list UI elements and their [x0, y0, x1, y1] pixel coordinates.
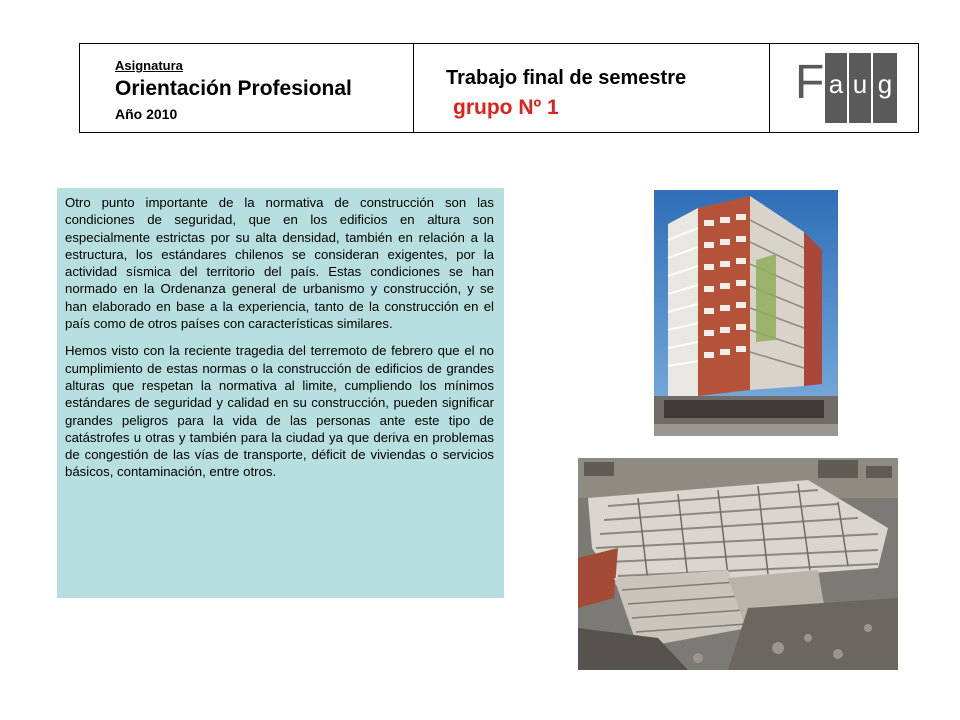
header-box [79, 43, 919, 133]
logo-letter-f: F [795, 56, 825, 109]
header-divider [769, 44, 770, 132]
text-box [57, 188, 504, 598]
logo-letter-g: g [877, 69, 893, 99]
work-title: Trabajo final de semestre [446, 67, 687, 89]
paragraph-2: Hemos visto con la reciente tragedia del terremoto de febrero que el no cumplimiento de estas normas o la construcción de edificios de grandes alturas que respetan la normativa al limite, cumpliendo los mínimos estándares de seguridad y calidad en su construcción, pueden significar grandes peligros para la vida de las personas ante este tipo de catástrofes u otras y también para la ciudad ya que deriva en problemas de congestión de las vías de transporte, déficit de viviendas o servicios básicos, contaminación, entre otros. [65, 343, 494, 480]
logo-letter-a: a [828, 69, 844, 99]
course-name: Orientación Profesional [115, 77, 352, 100]
header-divider [413, 44, 414, 132]
photo-building-standing [654, 190, 838, 436]
course-label: Asignatura [115, 58, 183, 73]
logo-letter-u: u [852, 69, 868, 99]
course-year: Año 2010 [115, 106, 178, 122]
paragraph-1: Otro punto importante de la normativa de construcción son las condiciones de seguridad, que en los edificios en altura son especialmente estrictas por su alta densidad, también en relación a la estructura, los estándares chilenos se consideran exigentes, por la actividad sísmica del territorio del país. Estas condiciones se han normado en la Ordenanza general de urbanismo y construcción, y se han elaborado en base a la experiencia, tanto de la construcción en el país como de otros países con características similares. [65, 195, 494, 332]
photo-building-collapsed [578, 458, 898, 670]
group-number: grupo Nº 1 [453, 96, 559, 119]
faug-logo [795, 49, 905, 125]
